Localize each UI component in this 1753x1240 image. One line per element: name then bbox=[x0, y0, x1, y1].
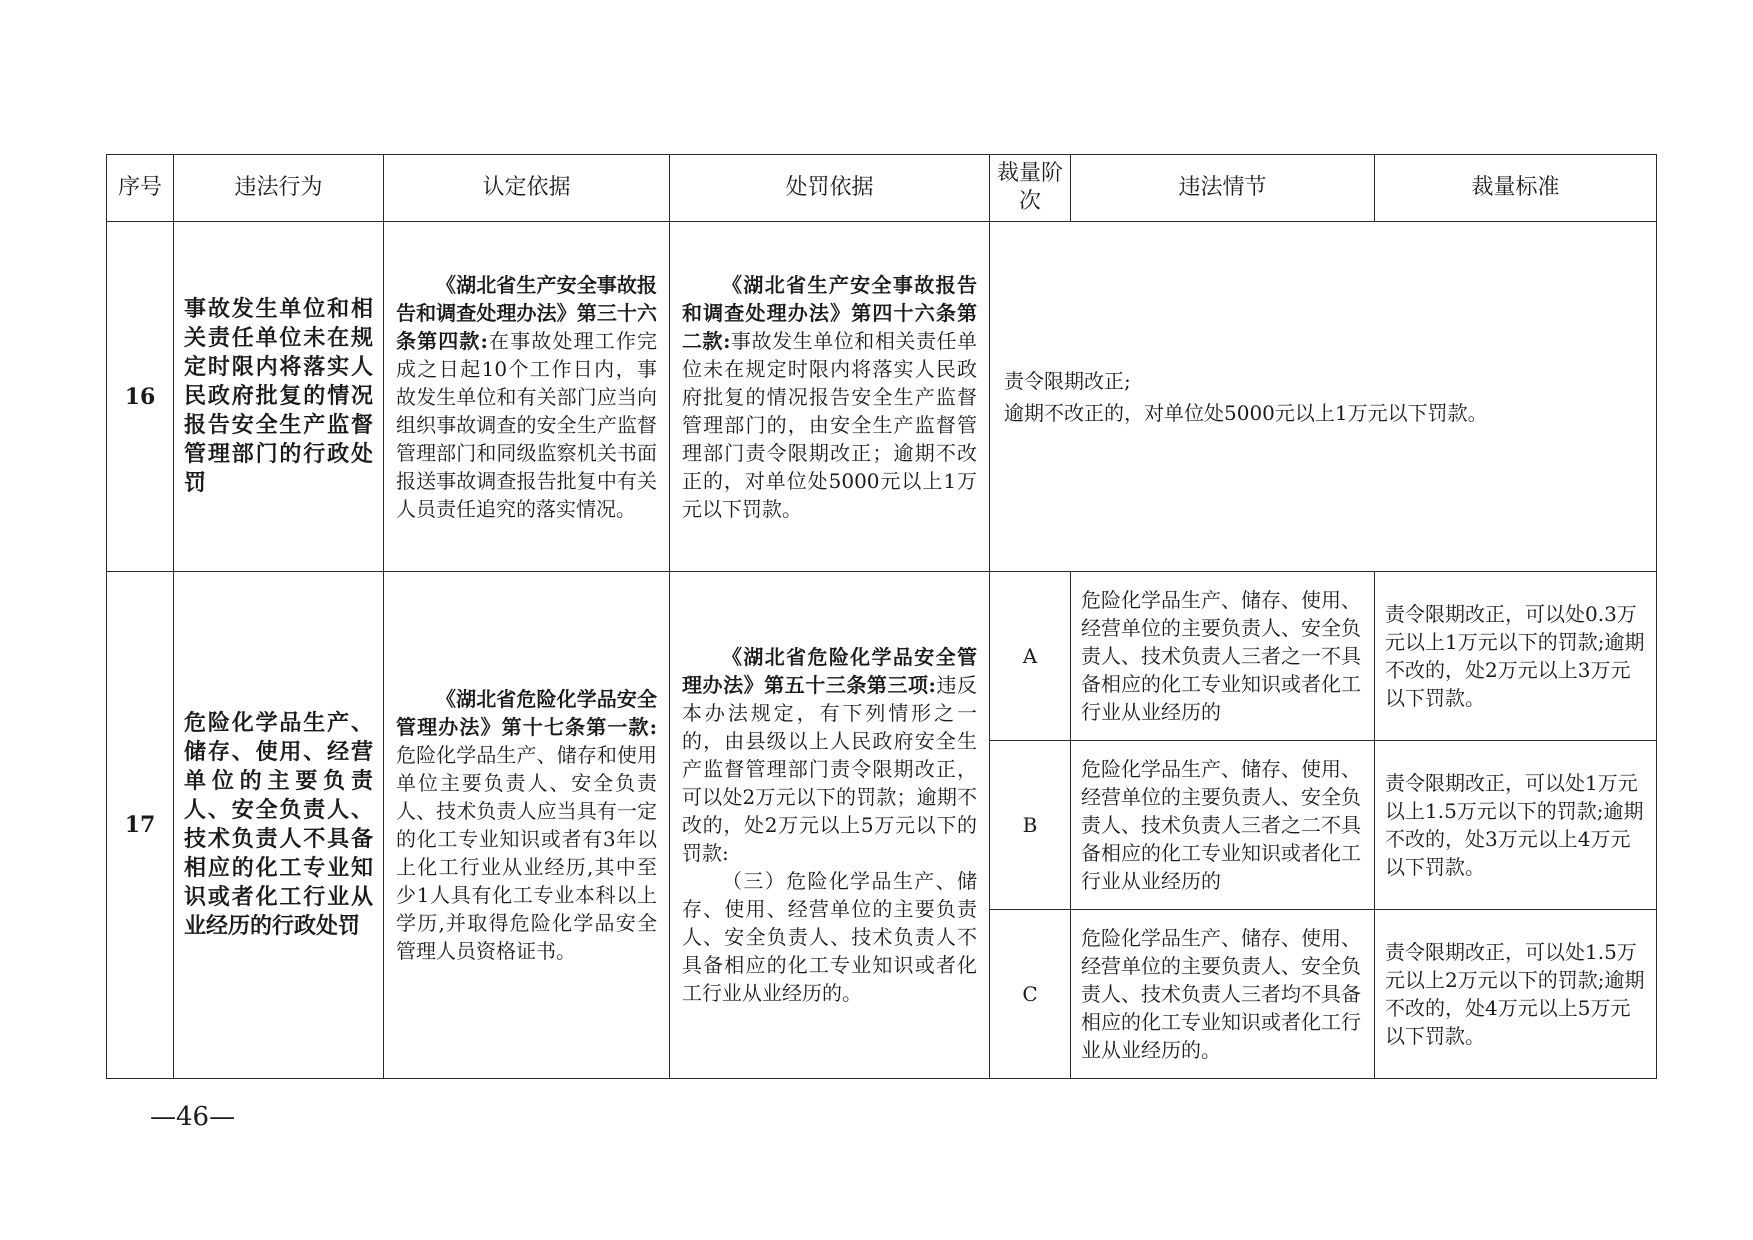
penalty-item: （三）危险化学品生产、储存、使用、经营单位的主要负责人、安全负责人、技术负责人不具备相应的化工专业知识或者化工行业从业经历的。 bbox=[682, 869, 977, 1005]
table-row bbox=[107, 572, 1657, 741]
row-behavior: 危险化学品生产、储存、使用、经营单位的主要负责人、安全负责人、技术负责人不具备相应的化工专业知识或者化工行业从业经历的行政处罚 bbox=[174, 572, 384, 1079]
header-behavior: 违法行为 bbox=[174, 155, 384, 222]
merged-standard bbox=[990, 222, 1657, 572]
merged-standard-line2: 逾期不改正的，对单位处5000元以上1万元以下罚款。 bbox=[1004, 400, 1488, 425]
penalty-discretion-table bbox=[106, 154, 1657, 1079]
page-number: —46— bbox=[150, 1102, 236, 1132]
basis-citation: 《湖北省生产安全事故报告和调查处理办法》第三十六条第四款: bbox=[396, 272, 657, 353]
basis-citation: 《湖北省危险化学品安全管理办法》第十七条第一款: bbox=[396, 687, 657, 739]
table-header-row bbox=[107, 155, 1657, 222]
row-behavior: 事故发生单位和相关责任单位未在规定时限内将落实人民政府批复的情况报告安全生产监督管理部门的行政处罚 bbox=[174, 222, 384, 572]
row-basis bbox=[384, 222, 670, 572]
standard-b: 责令限期改正，可以处1万元以上1.5万元以下的罚款;逾期不改的，处3万元以上4万元以下罚款。 bbox=[1375, 741, 1657, 910]
row-penalty-basis bbox=[670, 222, 990, 572]
header-seq: 序号 bbox=[107, 155, 174, 222]
penalty-citation: 《湖北省生产安全事故报告和调查处理办法》第四十六条第二款: bbox=[682, 272, 977, 353]
header-basis: 认定依据 bbox=[384, 155, 670, 222]
header-level: 裁量阶次 bbox=[990, 155, 1071, 222]
basis-text: 在事故处理工作完成之日起10个工作日内，事故发生单位和有关部门应当向组织事故调查的安全生产监督管理部门和同级监察机关书面报送事故调查报告批复中有关人员责任追究的落实情况。 bbox=[396, 328, 657, 521]
penalty-text: 事故发生单位和相关责任单位未在规定时限内将落实人民政府批复的情况报告安全生产监督管理部门的，由安全生产监督管理部门责令限期改正；逾期不改正的，对单位处5000元以上1万元以下罚款。 bbox=[682, 328, 978, 521]
row-seq: 17 bbox=[107, 572, 174, 1079]
row-seq: 16 bbox=[107, 222, 174, 572]
penalty-citation: 《湖北省危险化学品安全管理办法》第五十三条第三项: bbox=[682, 645, 977, 697]
circumstance-a: 危险化学品生产、储存、使用、经营单位的主要负责人、安全负责人、技术负责人三者之一不具备相应的化工专业知识或者化工行业从业经历的 bbox=[1071, 572, 1375, 741]
level-b: B bbox=[990, 741, 1071, 910]
circumstance-b: 危险化学品生产、储存、使用、经营单位的主要负责人、安全负责人、技术负责人三者之二不具备相应的化工专业知识或者化工行业从业经历的 bbox=[1071, 741, 1375, 910]
row-basis bbox=[384, 572, 670, 1079]
level-c: C bbox=[990, 910, 1071, 1079]
header-circumstance: 违法情节 bbox=[1071, 155, 1375, 222]
table-row bbox=[107, 222, 1657, 572]
penalty-text: 违反本办法规定，有下列情形之一的，由县级以上人民政府安全生产监督管理部门责令限期改正，可以处2万元以下的罚款；逾期不改的，处2万元以上5万元以下的罚款: bbox=[682, 673, 977, 865]
basis-text: 危险化学品生产、储存和使用单位主要负责人、安全负责人、技术负责人应当具有一定的化工专业知识或者有3年以上化工行业从业经历,其中至少1人具有化工专业本科以上学历,并取得危险化学品安全管理人员资格证书。 bbox=[396, 743, 657, 963]
level-a: A bbox=[990, 572, 1071, 741]
header-standard: 裁量标准 bbox=[1375, 155, 1657, 222]
header-penalty-basis: 处罚依据 bbox=[670, 155, 990, 222]
merged-standard-line1: 责令限期改正; bbox=[1004, 368, 1131, 393]
row-penalty-basis bbox=[670, 572, 990, 1079]
standard-a: 责令限期改正，可以处0.3万元以上1万元以下的罚款;逾期不改的，处2万元以上3万元以下罚款。 bbox=[1375, 572, 1657, 741]
standard-c: 责令限期改正，可以处1.5万元以上2万元以下的罚款;逾期不改的，处4万元以上5万元以下罚款。 bbox=[1375, 910, 1657, 1079]
circumstance-c: 危险化学品生产、储存、使用、经营单位的主要负责人、安全负责人、技术负责人三者均不具备相应的化工专业知识或者化工行业从业经历的。 bbox=[1071, 910, 1375, 1079]
